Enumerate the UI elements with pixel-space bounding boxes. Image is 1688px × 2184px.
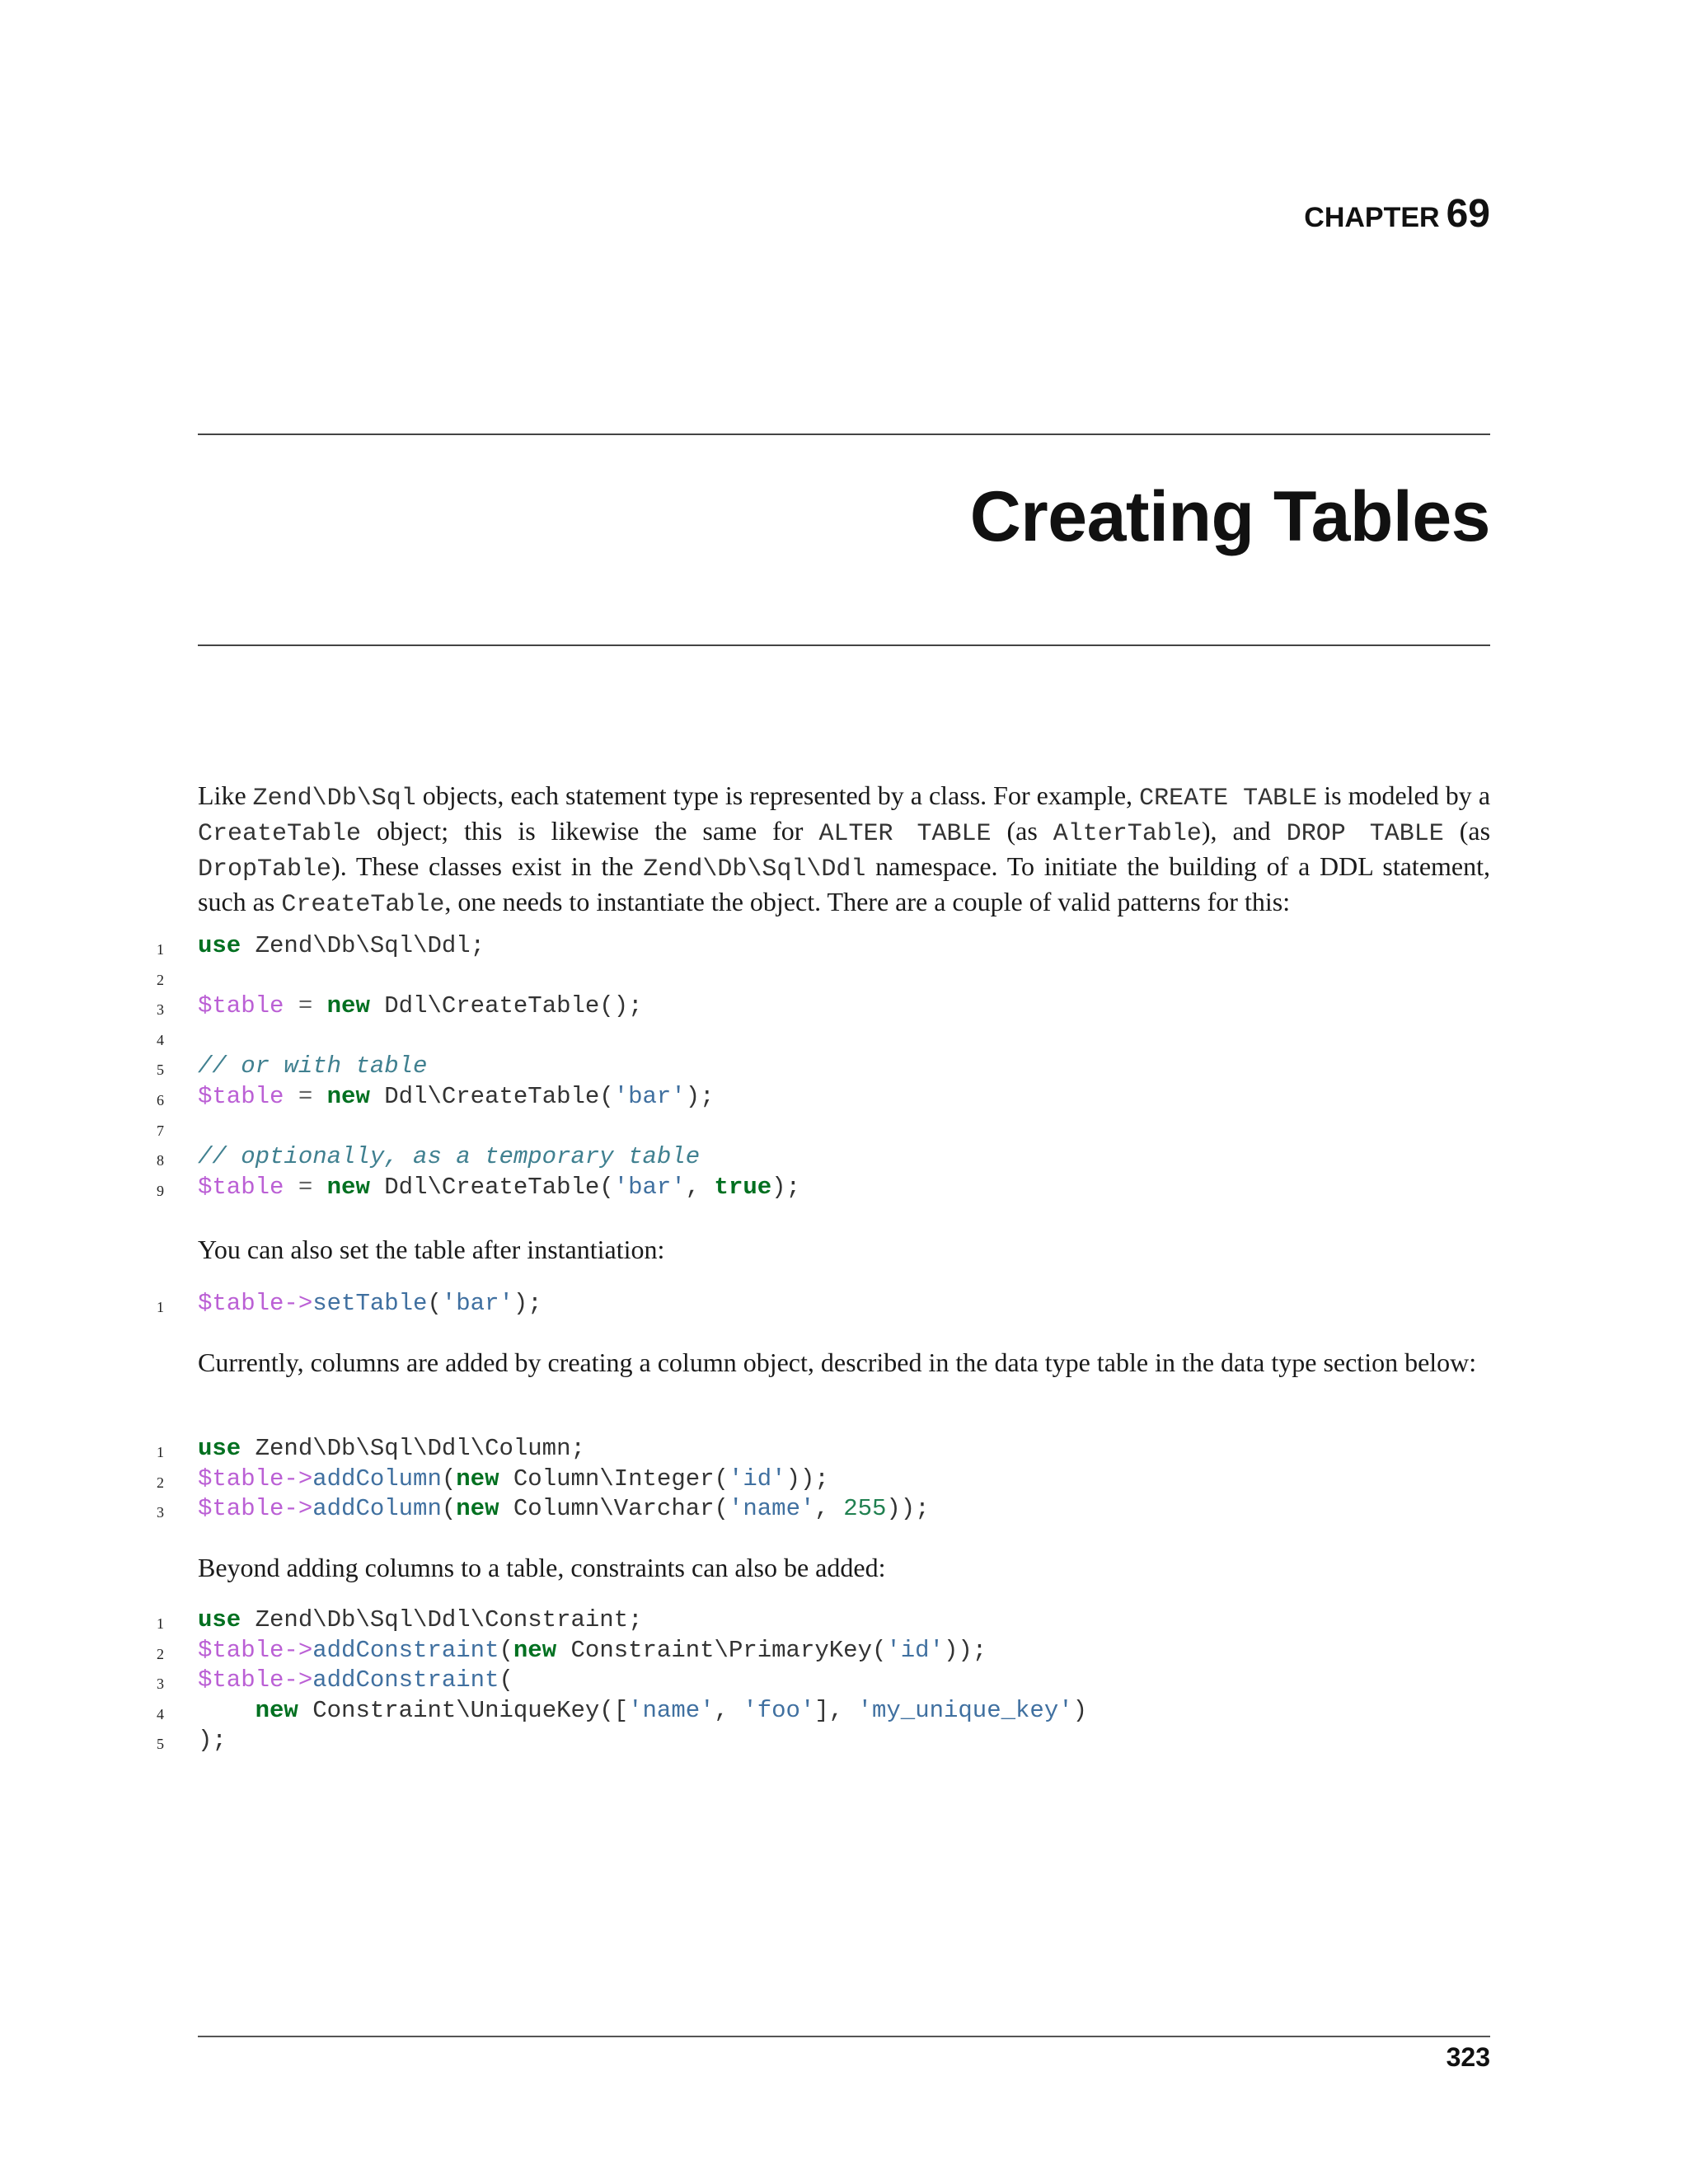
code-line: 6 $table = new Ddl\CreateTable('bar'); bbox=[157, 1082, 715, 1110]
code-block-constraints bbox=[157, 1605, 1490, 1756]
code-line: 2 $table->addColumn(new Column\Integer('id')); bbox=[157, 1465, 829, 1493]
page-number: 323 bbox=[1446, 2042, 1490, 2072]
code-line: 3 $table = new Ddl\CreateTable(); bbox=[157, 992, 643, 1020]
columns-paragraph: Currently, columns are added by creating a column object, described in the data type table in the data type section below: bbox=[198, 1347, 1477, 1377]
code-line: 7 bbox=[157, 1122, 164, 1139]
code-line: 1 use Zend\Db\Sql\Ddl; bbox=[157, 932, 485, 959]
code-line: 1 use Zend\Db\Sql\Ddl\Constraint; bbox=[157, 1606, 643, 1633]
code-line: 5 ); bbox=[157, 1727, 227, 1755]
chapter-word: CHAPTER bbox=[1304, 202, 1440, 233]
title-rule-top bbox=[198, 434, 1490, 435]
intro-paragraph: Like Zend\Db\Sql objects, each statement type is represented by a class. For example, CREATE TABLE is modeled by a CreateTable object; this is likewise the same for ALTER TABLE (as AlterTable), and DROP TABLE (as DropTable). These classes exist in the Zend\Db\Sql\Ddl namespace. To initiate the building of a DDL statement, such as CreateTable, one needs to instantiate the object. There are a couple of valid patterns for this: bbox=[198, 780, 1491, 919]
set-table-paragraph: You can also set the table after instantiation: bbox=[198, 1235, 665, 1264]
code-line: 2 bbox=[157, 971, 164, 988]
code-line: 8 // optionally, as a temporary table bbox=[157, 1143, 701, 1171]
constraints-paragraph: Beyond adding columns to a table, constraints can also be added: bbox=[198, 1553, 886, 1582]
code-block-set-table bbox=[157, 1289, 1490, 1319]
code-line: 1 $table->setTable('bar'); bbox=[157, 1290, 542, 1317]
code-block-instantiate bbox=[157, 931, 1490, 1202]
code-block-columns bbox=[157, 1434, 1490, 1525]
code-line: 2 $table->addConstraint(new Constraint\PrimaryKey('id')); bbox=[157, 1636, 987, 1664]
title-rule-bottom bbox=[198, 644, 1490, 646]
chapter-label bbox=[1304, 191, 1490, 237]
code-line: 1 use Zend\Db\Sql\Ddl\Column; bbox=[157, 1435, 585, 1462]
code-line: 3 $table->addColumn(new Column\Varchar('name', 255)); bbox=[157, 1495, 930, 1523]
chapter-title: Creating Tables bbox=[969, 477, 1490, 556]
code-line: 5 // or with table bbox=[157, 1052, 428, 1080]
chapter-number: 69 bbox=[1446, 192, 1490, 236]
code-line: 3 $table->addConstraint( bbox=[157, 1666, 513, 1694]
footer-rule bbox=[198, 2036, 1490, 2037]
code-line: 4 new Constraint\UniqueKey(['name', 'foo'], 'my_unique_key') bbox=[157, 1696, 1088, 1724]
code-line: 4 bbox=[157, 1031, 164, 1048]
code-line: 9 $table = new Ddl\CreateTable('bar', true); bbox=[157, 1173, 800, 1201]
